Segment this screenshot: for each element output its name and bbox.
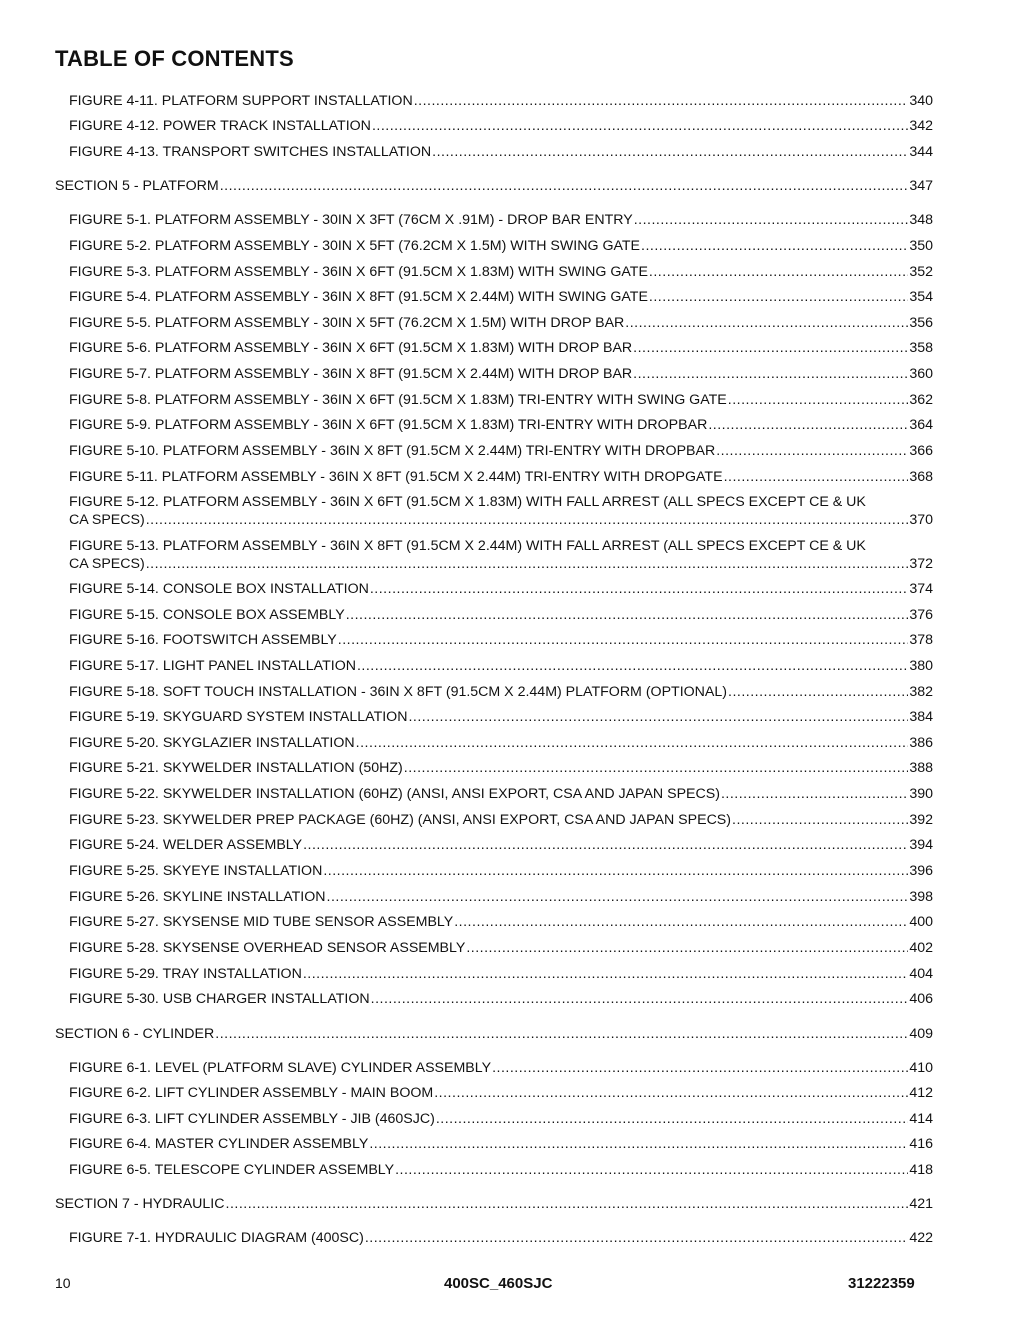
toc-entry-page: 342 [909,118,933,134]
toc-entry-page: 398 [909,889,933,905]
dot-leader [372,117,908,135]
toc-entry-page: 412 [909,1085,933,1101]
toc-entry-page: 382 [909,684,933,700]
toc-entry-title: FIGURE 5-6. PLATFORM ASSEMBLY - 36IN X 6FT (91.5CM X 1.83M) WITH DROP BAR [69,340,633,356]
dot-leader [395,1161,908,1179]
toc-entry-page: 404 [909,966,933,982]
toc-entry[interactable] [69,1135,933,1153]
toc-entry-title: SECTION 5 - PLATFORM [55,178,219,194]
dot-leader [634,211,909,229]
toc-entry-page: 390 [909,786,933,802]
toc-entry-page: 410 [909,1060,933,1076]
dot-leader [369,1135,908,1153]
toc-entry-title: FIGURE 5-15. CONSOLE BOX ASSEMBLY [69,607,345,623]
dot-leader [226,1195,909,1213]
dot-leader [633,339,908,357]
dot-leader [708,416,908,434]
toc-entry-page: 416 [909,1136,933,1152]
toc-entry[interactable] [69,1059,933,1077]
toc-entry-page: 388 [909,760,933,776]
toc-entry-page: 418 [909,1162,933,1178]
toc-entry-page: 409 [909,1026,933,1042]
toc-entry[interactable] [69,117,933,135]
toc-entry-page: 380 [909,658,933,674]
toc-entry-page: 421 [909,1196,933,1212]
toc-entry[interactable] [69,237,933,255]
toc-entry[interactable] [69,92,933,110]
toc-entry-continuation-line [69,555,933,573]
dot-leader [371,990,909,1008]
toc-entry-page: 360 [909,366,933,382]
toc-entry[interactable] [69,785,933,803]
toc-entry-title: FIGURE 5-5. PLATFORM ASSEMBLY - 30IN X 5FT (76.2CM X 1.5M) WITH DROP BAR [69,315,625,331]
toc-entry[interactable] [69,314,933,332]
toc-entry-title: FIGURE 5-21. SKYWELDER INSTALLATION (50HZ) [69,760,403,776]
dot-leader [346,606,909,624]
dot-leader [466,939,908,957]
dot-leader [492,1059,908,1077]
toc-entry[interactable] [69,708,933,726]
toc-entry-title: FIGURE 5-3. PLATFORM ASSEMBLY - 36IN X 6FT (91.5CM X 1.83M) WITH SWING GATE [69,264,648,280]
dot-leader [303,836,908,854]
dot-leader [370,580,908,598]
toc-entry-title: FIGURE 6-1. LEVEL (PLATFORM SLAVE) CYLINDER ASSEMBLY [69,1060,492,1076]
toc-entry-page: 340 [909,93,933,109]
toc-entry-page: 384 [909,709,933,725]
toc-entry-title: FIGURE 5-27. SKYSENSE MID TUBE SENSOR ASSEMBLY [69,914,454,930]
toc-entry[interactable] [69,143,933,161]
toc-entry[interactable] [69,211,933,229]
toc-entry-title: FIGURE 5-16. FOOTSWITCH ASSEMBLY [69,632,337,648]
toc-entry[interactable] [69,1161,933,1179]
toc-entry-title: FIGURE 5-26. SKYLINE INSTALLATION [69,889,326,905]
dot-leader [220,177,909,195]
dot-leader [408,708,908,726]
toc-entry-title: FIGURE 5-22. SKYWELDER INSTALLATION (60HZ) (ANSI, ANSI EXPORT, CSA AND JAPAN SPECS) [69,786,720,802]
toc-entry-page: 422 [909,1230,933,1246]
toc-entry-title: FIGURE 5-10. PLATFORM ASSEMBLY - 36IN X 8FT (91.5CM X 2.44M) TRI-ENTRY WITH DROPBAR [69,443,716,459]
toc-entry[interactable] [69,862,933,880]
toc-entry-page: 372 [909,556,933,572]
dot-leader [327,888,909,906]
dot-leader [641,237,908,255]
dot-leader [215,1025,908,1043]
toc-section-entry[interactable] [55,1195,933,1213]
dot-leader [436,1110,909,1128]
dot-leader [625,314,908,332]
toc-entry-title: FIGURE 6-2. LIFT CYLINDER ASSEMBLY - MAIN BOOM [69,1085,434,1101]
dot-leader [357,657,908,675]
toc-entry[interactable] [69,913,933,931]
toc-entry[interactable] [69,391,933,409]
dot-leader [434,1084,908,1102]
toc-entry-page: 350 [909,238,933,254]
toc-entry-page: 400 [909,914,933,930]
toc-entry-title: FIGURE 5-7. PLATFORM ASSEMBLY - 36IN X 8FT (91.5CM X 2.44M) WITH DROP BAR [69,366,633,382]
dot-leader [454,913,908,931]
toc-entry-title: FIGURE 5-18. SOFT TOUCH INSTALLATION - 36IN X 8FT (91.5CM X 2.44M) PLATFORM (OPTIONAL) [69,684,728,700]
toc-entry-title: FIGURE 5-24. WELDER ASSEMBLY [69,837,303,853]
toc-section-entry[interactable] [55,1025,933,1043]
dot-leader [432,143,908,161]
toc-entry[interactable] [69,442,933,460]
toc-entry-title: FIGURE 4-13. TRANSPORT SWITCHES INSTALLATION [69,144,432,160]
toc-entry-page: 352 [909,264,933,280]
toc-entry-title: FIGURE 6-4. MASTER CYLINDER ASSEMBLY [69,1136,369,1152]
footer-page-number: 10 [55,1275,71,1291]
toc-entry-title: FIGURE 5-14. CONSOLE BOX INSTALLATION [69,581,369,597]
dot-leader [633,365,908,383]
toc-entry-title: SECTION 6 - CYLINDER [55,1026,215,1042]
toc-entry-title: FIGURE 5-11. PLATFORM ASSEMBLY - 36IN X 8FT (91.5CM X 2.44M) TRI-ENTRY WITH DROPGATE [69,469,723,485]
toc-entry[interactable] [69,811,933,829]
toc-entry-title: FIGURE 5-13. PLATFORM ASSEMBLY - 36IN X 8FT (91.5CM X 2.44M) WITH FALL ARREST (ALL SPECS EXCEPT CE & UK [69,538,866,554]
toc-entry-title: FIGURE 5-17. LIGHT PANEL INSTALLATION [69,658,356,674]
footer-model: 400SC_460SJC [444,1275,553,1292]
toc-entry-page: 392 [909,812,933,828]
toc-entry-title: FIGURE 6-3. LIFT CYLINDER ASSEMBLY - JIB (460SJC) [69,1111,435,1127]
toc-entry[interactable] [69,990,933,1008]
toc-entry-title: FIGURE 5-19. SKYGUARD SYSTEM INSTALLATION [69,709,408,725]
toc-entry[interactable] [69,1084,933,1102]
toc-section-entry[interactable] [55,177,933,195]
toc-entry-title: FIGURE 7-1. HYDRAULIC DIAGRAM (400SC) [69,1230,364,1246]
toc-entry-page: 354 [909,289,933,305]
dot-leader [404,759,909,777]
dot-leader [338,631,909,649]
dot-leader [728,683,908,701]
toc-entry[interactable] [69,631,933,649]
toc-entry[interactable] [69,416,933,434]
toc-entry-title: FIGURE 5-30. USB CHARGER INSTALLATION [69,991,370,1007]
dot-leader [724,468,909,486]
toc-entry-title-continued: CA SPECS) [69,512,145,528]
toc-entry-title-continued: CA SPECS) [69,556,145,572]
toc-entry[interactable] [69,1229,933,1247]
dot-leader [649,263,908,281]
toc-entry-page: 376 [909,607,933,623]
dot-leader [728,391,909,409]
toc-entry-page: 368 [909,469,933,485]
toc-entry[interactable] [69,759,933,777]
toc-entry[interactable] [69,468,933,486]
toc-entry-title: FIGURE 5-2. PLATFORM ASSEMBLY - 30IN X 5FT (76.2CM X 1.5M) WITH SWING GATE [69,238,641,254]
toc-entry-page: 406 [909,991,933,1007]
toc-entry-page: 402 [909,940,933,956]
toc-entry-title: FIGURE 4-11. PLATFORM SUPPORT INSTALLATION [69,93,413,109]
toc-entry-title: FIGURE 5-4. PLATFORM ASSEMBLY - 36IN X 8FT (91.5CM X 2.44M) WITH SWING GATE [69,289,648,305]
toc-entry-title: FIGURE 6-5. TELESCOPE CYLINDER ASSEMBLY [69,1162,395,1178]
toc-entry-title: FIGURE 5-1. PLATFORM ASSEMBLY - 30IN X 3FT (76CM X .91M) - DROP BAR ENTRY [69,212,633,228]
dot-leader [716,442,908,460]
toc-entry-page: 358 [909,340,933,356]
toc-entry-page: 364 [909,417,933,433]
toc-entry-page: 378 [909,632,933,648]
toc-entry-title: FIGURE 5-23. SKYWELDER PREP PACKAGE (60HZ) (ANSI, ANSI EXPORT, CSA AND JAPAN SPECS) [69,812,731,828]
toc-entry-title: FIGURE 4-12. POWER TRACK INSTALLATION [69,118,371,134]
toc-entry[interactable] [69,365,933,383]
toc-entry[interactable] [69,657,933,675]
toc-entry-page: 347 [909,178,933,194]
dot-leader [146,511,909,529]
toc-entry-page: 362 [909,392,933,408]
toc-entry[interactable] [69,683,933,701]
toc-entry-page: 394 [909,837,933,853]
toc-entry[interactable] [69,537,933,573]
toc-entry[interactable] [69,606,933,624]
toc-entry[interactable] [69,1110,933,1128]
toc-entry-page: 344 [909,144,933,160]
toc-entry[interactable] [69,263,933,281]
dot-leader [414,92,909,110]
toc-entry-page: 396 [909,863,933,879]
toc-entry-title: FIGURE 5-25. SKYEYE INSTALLATION [69,863,323,879]
toc-entry-title: FIGURE 5-12. PLATFORM ASSEMBLY - 36IN X 6FT (91.5CM X 1.83M) WITH FALL ARREST (ALL SPECS EXCEPT CE & UK [69,494,866,510]
toc-entry[interactable] [69,734,933,752]
toc-entry-title: FIGURE 5-9. PLATFORM ASSEMBLY - 36IN X 6FT (91.5CM X 1.83M) TRI-ENTRY WITH DROPBAR [69,417,708,433]
toc-entry-page: 374 [909,581,933,597]
dot-leader [365,1229,908,1247]
dot-leader [732,811,908,829]
toc-entry[interactable] [69,493,933,529]
toc-entry[interactable] [69,836,933,854]
dot-leader [721,785,908,803]
dot-leader [649,288,908,306]
dot-leader [303,965,908,983]
toc-entry-page: 386 [909,735,933,751]
toc-entry-title: FIGURE 5-8. PLATFORM ASSEMBLY - 36IN X 6FT (91.5CM X 1.83M) TRI-ENTRY WITH SWING GATE [69,392,727,408]
toc-entry-page: 370 [909,512,933,528]
dot-leader [356,734,909,752]
toc-entry[interactable] [69,288,933,306]
toc-entry-page: 348 [909,212,933,228]
toc-entry[interactable] [69,888,933,906]
toc-entry[interactable] [69,580,933,598]
toc-entry-page: 414 [909,1111,933,1127]
toc-entry-page: 356 [909,315,933,331]
toc-entry-page: 366 [909,443,933,459]
toc-entry-title: FIGURE 5-28. SKYSENSE OVERHEAD SENSOR ASSEMBLY [69,940,466,956]
toc-entry[interactable] [69,965,933,983]
footer-doc-number: 31222359 [848,1275,915,1292]
toc-entry-title: FIGURE 5-29. TRAY INSTALLATION [69,966,302,982]
dot-leader [323,862,908,880]
toc-entry[interactable] [69,339,933,357]
dot-leader [146,555,909,573]
toc-entry[interactable] [69,939,933,957]
page-title: TABLE OF CONTENTS [55,46,294,71]
toc-entry-continuation-line [69,511,933,529]
toc-entry-title: FIGURE 5-20. SKYGLAZIER INSTALLATION [69,735,355,751]
toc-entry-title: SECTION 7 - HYDRAULIC [55,1196,225,1212]
